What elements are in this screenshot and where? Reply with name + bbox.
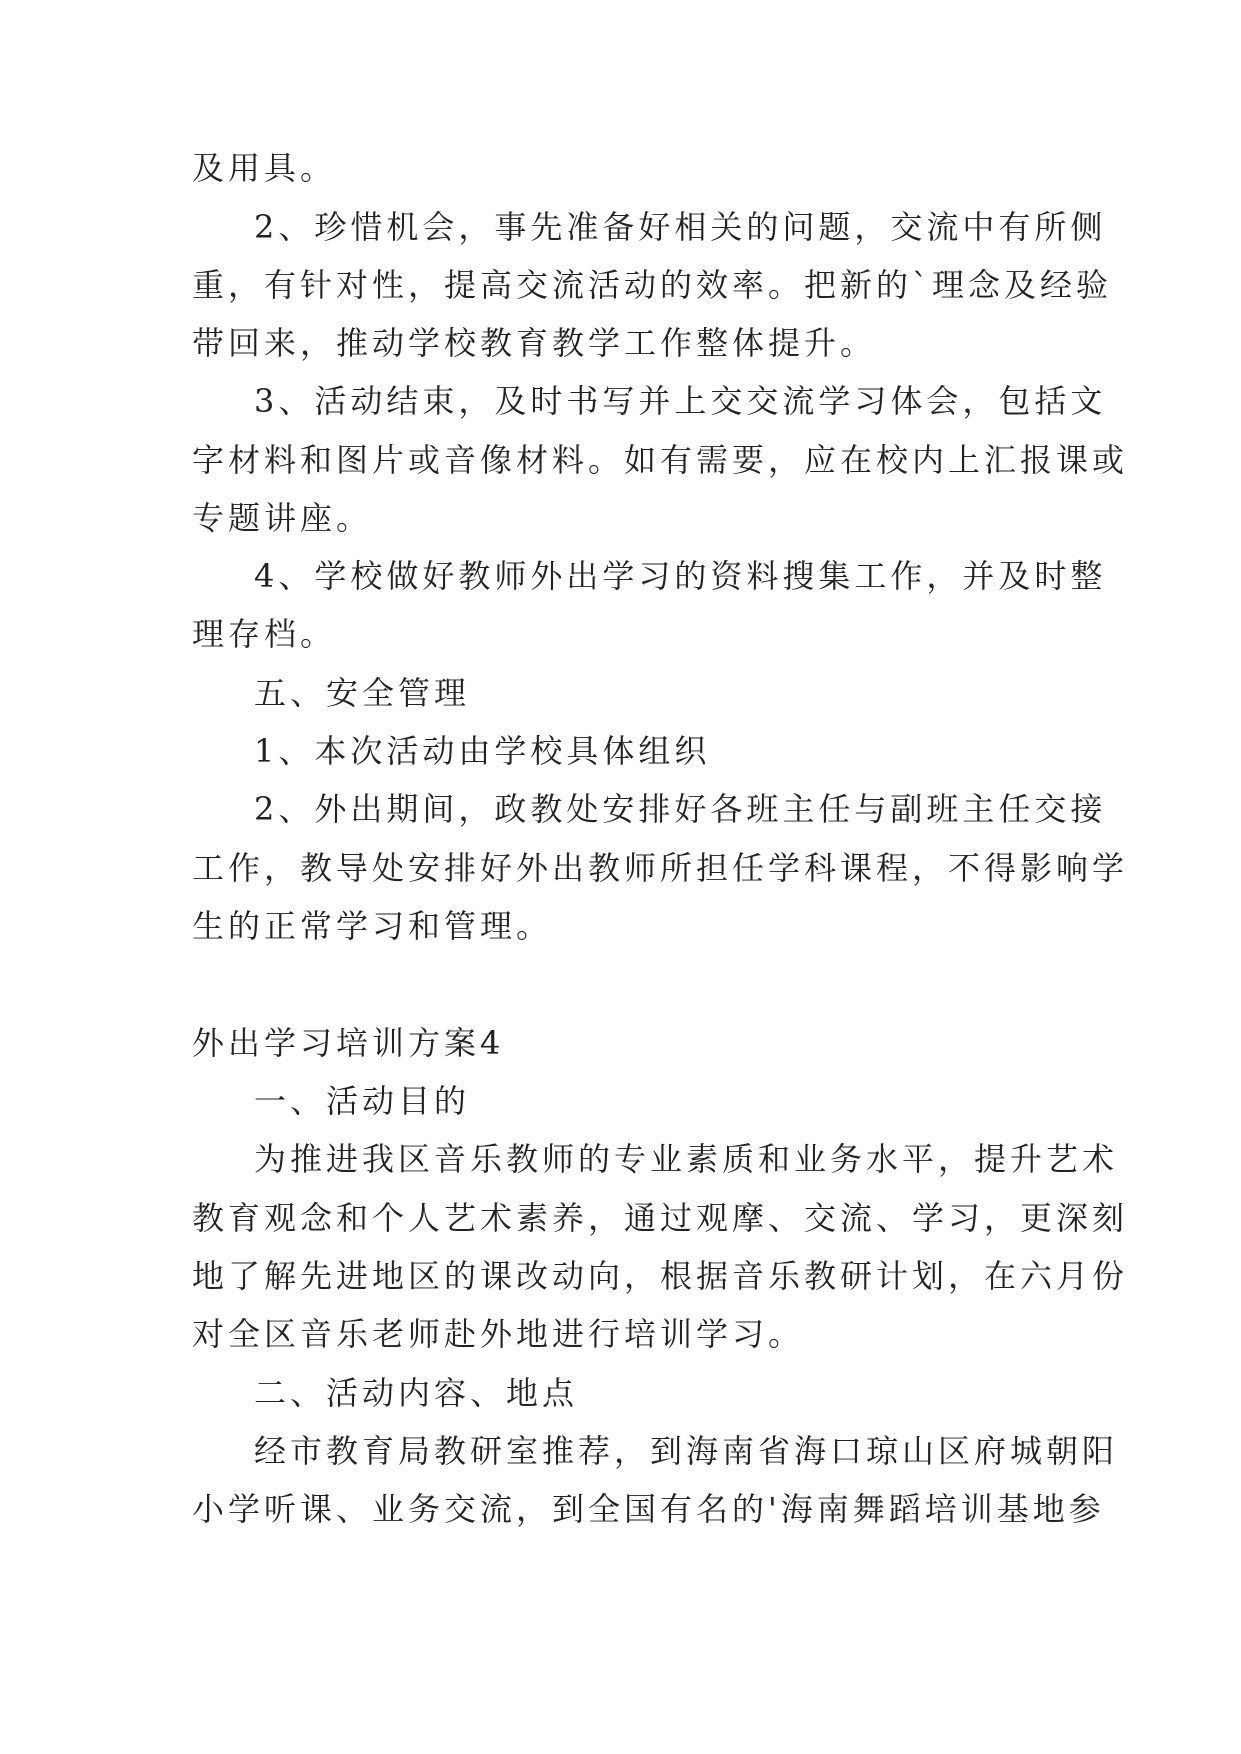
text-line: 4、学校做好教师外出学习的资料搜集工作，并及时整 bbox=[254, 557, 1107, 595]
text-line: 生的正常学习和管理。 bbox=[192, 907, 553, 945]
text-line: 教育观念和个人艺术素养，通过观摩、交流、学习，更深刻 bbox=[192, 1199, 1129, 1237]
text-line: 1、本次活动由学校具体组织 bbox=[254, 732, 711, 770]
text-line: 为推进我区音乐教师的专业素质和业务水平，提升艺术 bbox=[254, 1140, 1119, 1178]
section-heading: 二、活动内容、地点 bbox=[254, 1374, 579, 1412]
text-line: 及用具。 bbox=[192, 149, 337, 187]
text-line: 理存档。 bbox=[192, 615, 337, 653]
text-line: 字材料和图片或音像材料。如有需要，应在校内上汇报课或 bbox=[192, 441, 1129, 479]
text-line: 对全区音乐老师赴外地进行培训学习。 bbox=[192, 1315, 805, 1353]
text-line: 2、珍惜机会，事先准备好相关的问题，交流中有所侧 bbox=[254, 208, 1107, 246]
text-line: 重，有针对性，提高交流活动的效率。把新的`理念及经验 bbox=[192, 266, 1113, 304]
text-line: 专题讲座。 bbox=[192, 499, 373, 537]
text-line: 3、活动结束，及时书写并上交交流学习体会，包括文 bbox=[254, 382, 1107, 420]
text-line: 地了解先进地区的课改动向，根据音乐教研计划，在六月份 bbox=[192, 1257, 1129, 1295]
text-line: 带回来，推动学校教育教学工作整体提升。 bbox=[192, 324, 877, 362]
document-title: 外出学习培训方案4 bbox=[192, 1024, 505, 1062]
text-line: 2、外出期间，政教处安排好各班主任与副班主任交接 bbox=[254, 790, 1107, 828]
text-line: 经市教育局教研室推荐，到海南省海口琼山区府城朝阳 bbox=[254, 1432, 1119, 1470]
section-heading: 五、安全管理 bbox=[254, 674, 471, 712]
text-line: 小学听课、业务交流，到全国有名的'海南舞蹈培训基地参 bbox=[192, 1490, 1105, 1528]
section-heading: 一、活动目的 bbox=[254, 1082, 471, 1120]
text-line: 工作，教导处安排好外出教师所担任学科课程，不得影响学 bbox=[192, 849, 1129, 887]
